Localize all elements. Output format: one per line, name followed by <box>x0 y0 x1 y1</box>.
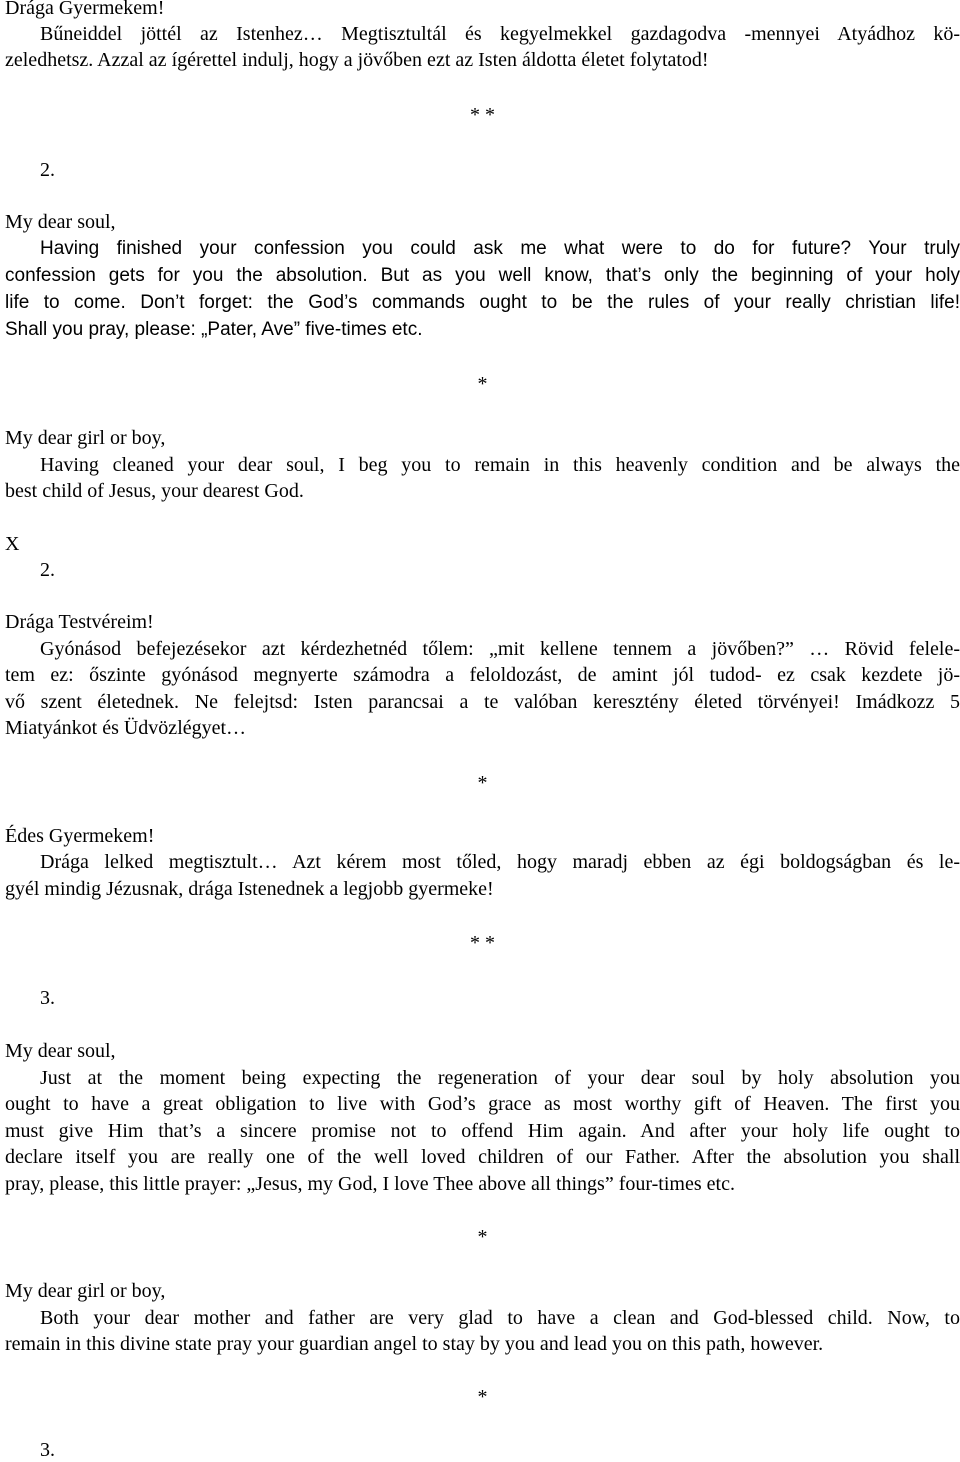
paragraph-line: gyél mindig Jézusnak, drága Istenednek a legjobb gyermeke! <box>5 878 494 900</box>
salutation-en: My dear soul, <box>5 1040 116 1062</box>
paragraph-line: remain in this divine state pray your guardian angel to stay by you and lead you on this path, however. <box>5 1333 824 1355</box>
section-number: 3. <box>40 1439 55 1461</box>
salutation-hu: Édes Gyermekem! <box>5 825 155 847</box>
paragraph-line: must give Him that’s a sincere promise not to offend Him again. And after your holy life ought to <box>5 1120 960 1142</box>
paragraph-line: best child of Jesus, your dearest God. <box>5 480 304 502</box>
section-separator: * * <box>470 932 495 954</box>
section-marker: X <box>5 533 20 555</box>
section-separator: * <box>477 1226 488 1248</box>
paragraph-line: zeledhetsz. Azzal az ígérettel indulj, hogy a jövőben ezt az Isten áldotta életet folytatod! <box>5 49 709 71</box>
salutation-en: My dear soul, <box>5 211 116 233</box>
section-number: 2. <box>40 159 55 181</box>
section-separator: * * <box>470 104 495 126</box>
salutation-en: My dear girl or boy, <box>5 427 166 449</box>
paragraph-line: Both your dear mother and father are very glad to have a clean and God-blessed child. Now, to <box>40 1307 960 1329</box>
paragraph-line: confession gets for you the absolution. But as you well know, that’s only the beginning of your holy <box>5 265 960 286</box>
document-page <box>5 0 960 1461</box>
paragraph-line: ought to have a great obligation to live with God’s grace as most worthy gift of Heaven. The first you <box>5 1093 960 1115</box>
salutation-hu-1: Drága Gyermekem! <box>5 0 165 19</box>
salutation-en: My dear girl or boy, <box>5 1280 166 1302</box>
section-separator: * <box>477 772 488 794</box>
section-separator: * <box>477 1386 488 1408</box>
section-separator: * <box>477 373 488 395</box>
salutation-hu: Drága Testvéreim! <box>5 611 154 633</box>
paragraph-line: Having cleaned your dear soul, I beg you to remain in this heavenly condition and be always the <box>40 454 960 476</box>
paragraph-line: Drága lelked megtisztult… Azt kérem most tőled, hogy maradj ebben az égi boldogságban és le- <box>40 851 960 873</box>
paragraph-line: Bűneiddel jöttél az Istenhez… Megtisztultál és kegyelmekkel gazdagodva -mennyei Atyádhoz kö- <box>40 23 960 45</box>
paragraph-line: Shall you pray, please: „Pater, Ave” five-times etc. <box>5 319 423 340</box>
paragraph-line: Just at the moment being expecting the regeneration of your dear soul by holy absolution you <box>40 1067 960 1089</box>
paragraph-line: tem ez: őszinte gyónásod megnyerte számodra a feloldozást, de amint jól tudod- ez csak kezdete jö- <box>5 664 960 686</box>
section-number: 2. <box>40 559 55 581</box>
paragraph-line: Gyónásod befejezésekor azt kérdezhetnéd tőlem: „mit kellene tennem a jövőben?” … Rövid felele- <box>40 638 960 660</box>
section-number: 3. <box>40 987 55 1009</box>
paragraph-line: pray, please, this little prayer: „Jesus, my God, I love Thee above all things” four-times etc. <box>5 1173 735 1195</box>
paragraph-line: Having finished your confession you could ask me what were to do for future? Your truly <box>40 238 960 259</box>
paragraph-line: life to come. Don’t forget: the God’s commands ought to be the rules of your really christian life! <box>5 292 960 313</box>
paragraph-line: Miatyánkot és Üdvözlégyet… <box>5 717 247 739</box>
paragraph-line: vő szent életednek. Ne felejtsd: Isten parancsai a te valóban keresztény életed törvényei! Imádkozz 5 <box>5 691 960 713</box>
paragraph-line: declare itself you are really one of the well loved children of our Father. After the absolution you shall <box>5 1146 960 1168</box>
